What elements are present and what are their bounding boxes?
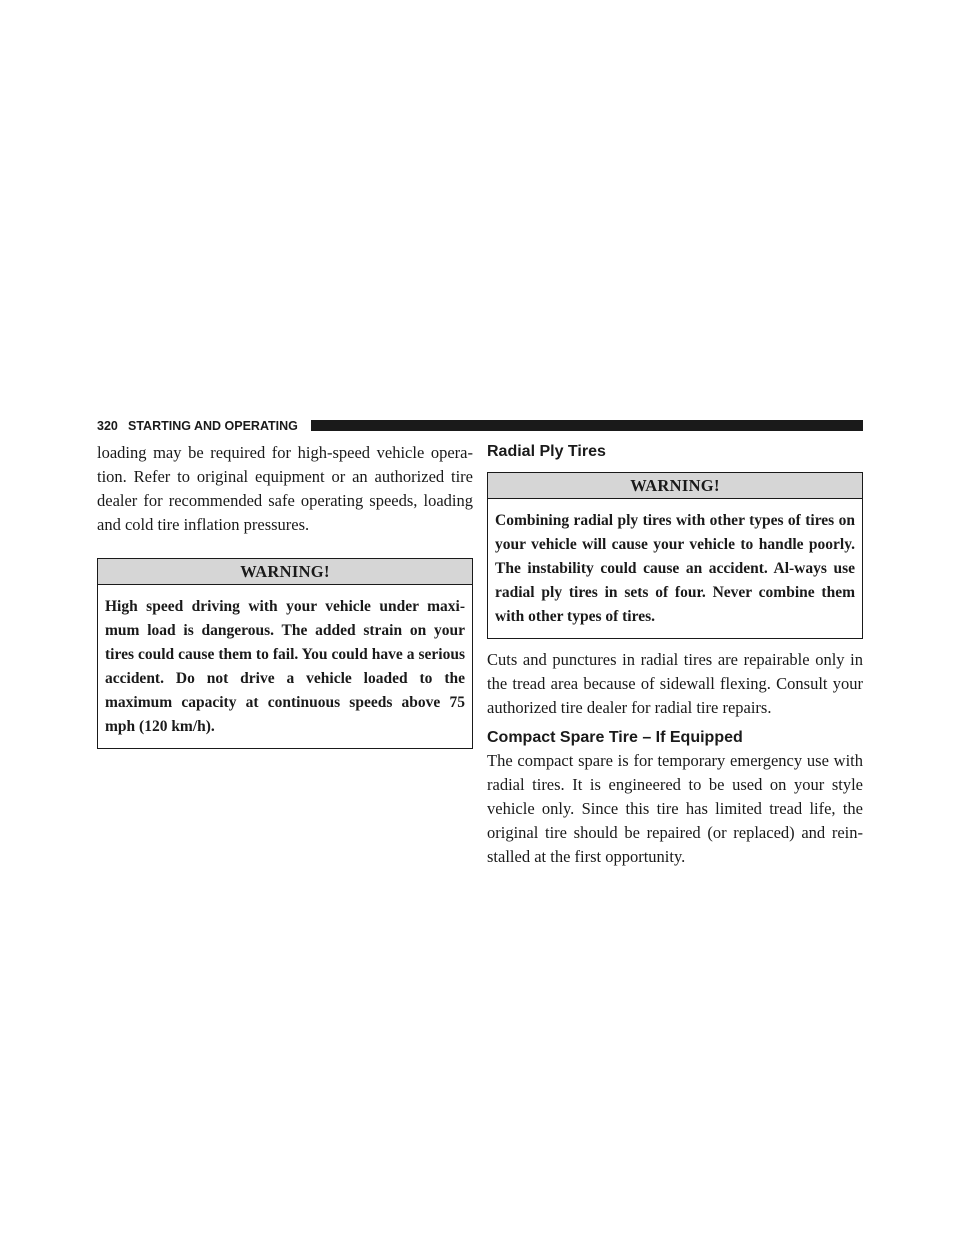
header-rule — [311, 420, 863, 431]
section-title: STARTING AND OPERATING — [128, 419, 298, 433]
compact-spare-heading: Compact Spare Tire – If Equipped — [487, 729, 743, 746]
warning-text: High speed driving with your vehicle under maxi-mum load is dangerous. The added strain on your tires could cause them to fail. You could have a serious accident. Do not drive a vehicle loaded to the maximum capacity at continuous speeds above 75 mph (120 km/h). — [105, 598, 465, 735]
left-column — [97, 441, 473, 749]
right-column — [487, 441, 863, 869]
radial-warning-box — [487, 472, 863, 639]
warning-title: WARNING! — [488, 473, 862, 499]
radial-ply-heading: Radial Ply Tires — [487, 443, 606, 460]
radial-paragraph: Cuts and punctures in radial tires are repairable only in the tread area because of sidewall flexing. Consult your authorized tire dealer for radial tire repairs. — [487, 650, 863, 717]
intro-paragraph: loading may be required for high-speed vehicle opera-tion. Refer to original equipment or an authorized tire dealer for recommended safe operating speeds, loading and cold tire inflation pressures. — [97, 443, 473, 534]
page-header — [97, 419, 863, 433]
spare-paragraph: The compact spare is for temporary emergency use with radial tires. It is engineered to be used on your style vehicle only. Since this tire has limited tread life, the original tire should be repaired (or replaced) and rein-stalled at the first opportunity. — [487, 751, 863, 866]
warning-title: WARNING! — [98, 559, 472, 585]
speed-warning-box — [97, 558, 473, 749]
page-number: 320 — [97, 419, 118, 433]
warning-text: Combining radial ply tires with other types of tires on your vehicle will cause your vehicle to handle poorly. The instability could cause an accident. Al-ways use radial ply tires in sets of four. Never combine them with other types of tires. — [495, 512, 855, 625]
